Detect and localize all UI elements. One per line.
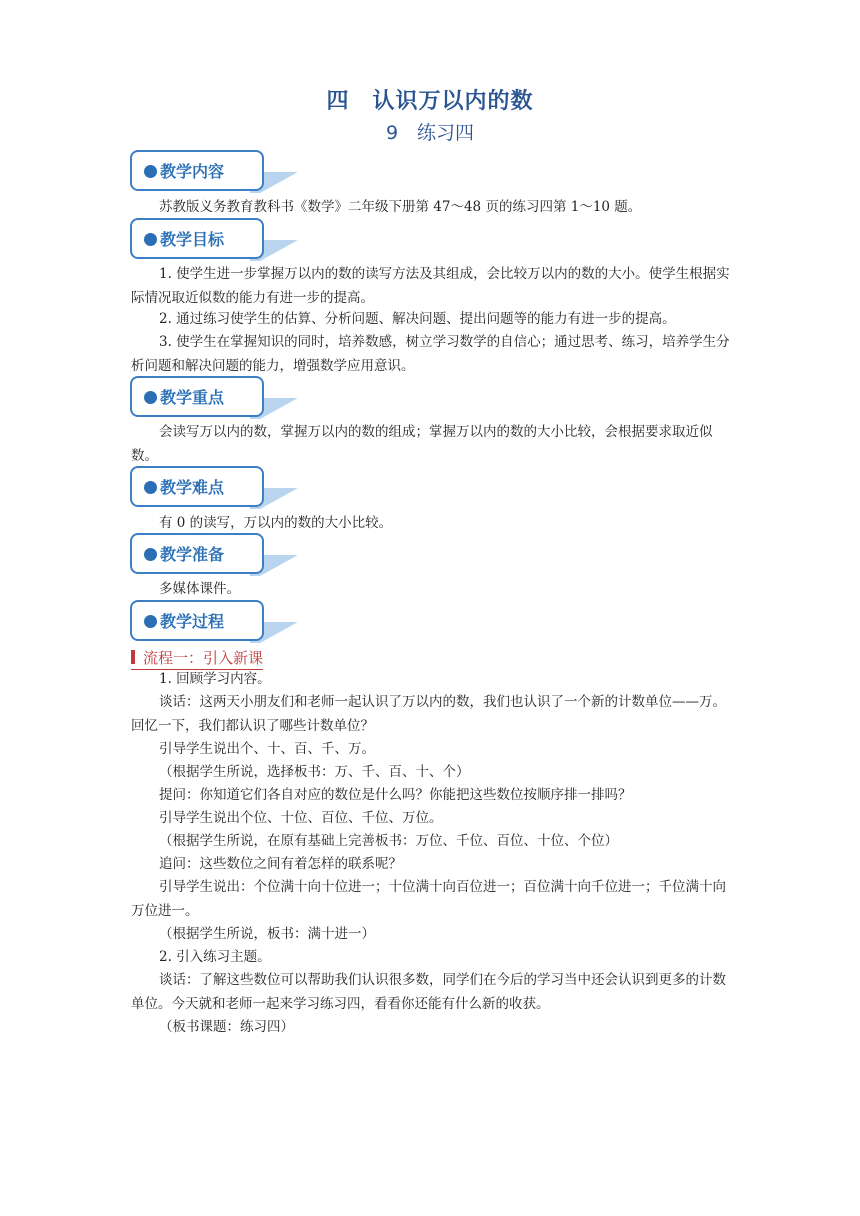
page-subtitle: 9 练习四 [385,122,475,144]
key-text: 会读写万以内的数，掌握万以内的数的组成；掌握万以内的数的大小比较，会根据要求取近似数。 [131,424,713,464]
section-tag-process [130,600,302,644]
page-title: 四 认识万以内的数 [326,89,534,114]
section-tag-key [130,376,302,420]
section-label: 教学目标 [160,230,225,249]
dot-icon [144,548,157,561]
flow-bar-icon [131,650,135,664]
section-label: 教学过程 [160,612,225,631]
flow-line: 提问：你知道它们各自对应的数位是什么吗？你能把这些数位按顺序排一排吗？ [159,787,632,803]
flow-line: 1. 回顾学习内容。 [159,671,271,687]
goal-item: 3. 使学生在掌握知识的同时，培养数感，树立学习数学的自信心；通过思考、练习，培养学生分析问题和解决问题的能力，增强数学应用意识。 [131,334,730,374]
dot-icon [144,233,157,246]
flow-line: 引导学生说出：个位满十向十位进一；十位满十向百位进一；百位满十向千位进一；千位满十向万位进一。 [131,879,726,919]
flow-line: （板书课题：练习四） [159,1019,294,1035]
flow-line: 追问：这些数位之间有着怎样的联系呢？ [159,856,402,872]
flow-line: 2. 引入练习主题。 [159,949,271,965]
flow-line: （根据学生所说，在原有基础上完善板书：万位、千位、百位、十位、个位） [159,833,618,849]
dot-icon [144,615,157,628]
goal-item: 1. 使学生进一步掌握万以内的数的读写方法及其组成，会比较万以内的数的大小。使学生根据实际情况取近似数的能力有进一步的提高。 [131,266,730,306]
flow-heading: 流程一：引入新课 [131,647,263,670]
flow-line: 谈话：这两天小朋友们和老师一起认识了万以内的数，我们也认识了一个新的计数单位——万。回忆一下，我们都认识了哪些计数单位？ [131,694,726,734]
dot-icon [144,481,157,494]
content-text: 苏教版义务教育教科书《数学》二年级下册第 47～48 页的练习四第 1～10 题。 [159,199,642,215]
dot-icon [144,165,157,178]
flow-line: （根据学生所说，选择板书：万、千、百、十、个） [159,764,470,780]
section-tag-goals [130,218,302,262]
prep-text: 多媒体课件。 [159,581,240,597]
section-tag-content [130,150,302,194]
section-label: 教学重点 [160,388,225,407]
flow-line: （根据学生所说，板书：满十进一） [159,926,375,942]
section-label: 教学内容 [160,162,225,181]
flow-line: 谈话：了解这些数位可以帮助我们认识很多数，同学们在今后的学习当中还会认识到更多的计数单位。今天就和老师一起来学习练习四，看看你还能有什么新的收获。 [131,972,726,1012]
section-tag-difficult [130,466,302,510]
difficult-text: 有 0 的读写，万以内的数的大小比较。 [159,515,393,531]
dot-icon [144,391,157,404]
section-tag-prep [130,533,302,577]
flow-line: 引导学生说出个位、十位、百位、千位、万位。 [159,810,443,826]
goal-item: 2. 通过练习使学生的估算、分析问题、解决问题、提出问题等的能力有进一步的提高。 [159,311,676,327]
section-label: 教学难点 [160,478,225,497]
flow-line: 引导学生说出个、十、百、千、万。 [159,741,375,757]
section-label: 教学准备 [160,545,225,564]
